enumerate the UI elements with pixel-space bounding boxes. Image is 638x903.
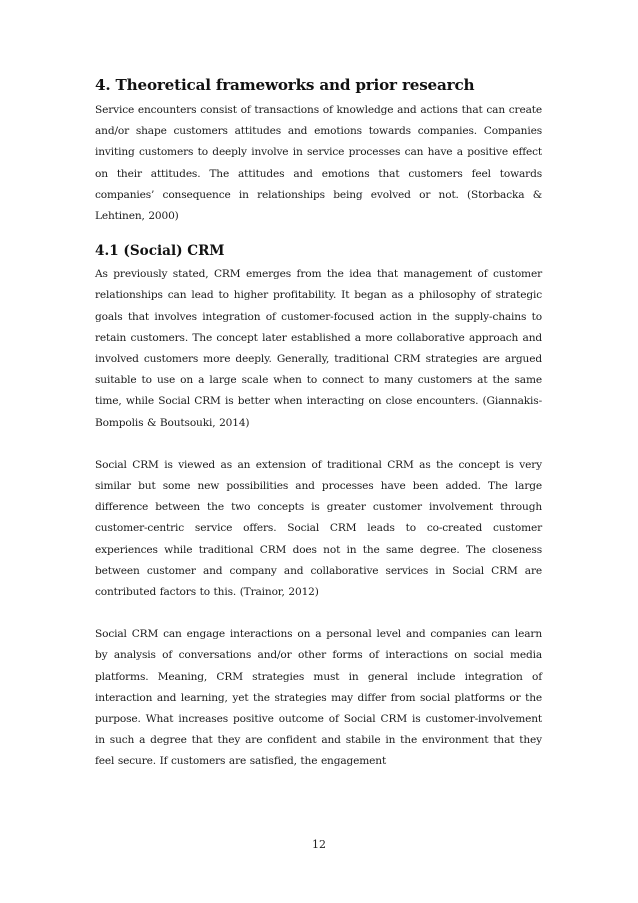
document-page	[95, 74, 542, 773]
section-heading: 4. Theoretical frameworks and prior research	[95, 76, 475, 94]
intro-paragraph: Service encounters consist of transactions of knowledge and actions that can create and/or shape customers attitudes and emotions towards companies. Companies inviting customers to deeply involve in service processes can have a positive effect on their attitudes. The attitudes and emotions that customers feel towards companies’ consequence in relationships being evolved or not. (Storbacka & Lehtinen, 2000)	[95, 104, 542, 223]
body-paragraph-3: Social CRM can engage interactions on a personal level and companies can learn by analysis of conversations and/or other forms of interactions on social media platforms. Meaning, CRM strategies must in general include integration of interaction and learning, yet the strategies may differ from social platforms or the purpose. What increases positive outcome of Social CRM is customer-involvement in such a degree that they are confident and stabile in the environment that they feel secure. If customers are satisfied, the engagement	[95, 628, 542, 768]
body-paragraph-2: Social CRM is viewed as an extension of traditional CRM as the concept is very similar but some new possibilities and processes have been added. The large difference between the two concepts is greater customer involvement through customer-centric service offers. Social CRM leads to co-created customer experiences while traditional CRM does not in the same degree. The closeness between customer and company and collaborative services in Social CRM are contributed factors to this. (Trainor, 2012)	[95, 458, 542, 599]
page-number: 12	[312, 838, 326, 851]
subsection-heading: 4.1 (Social) CRM	[95, 243, 225, 260]
body-paragraph-1: As previously stated, CRM emerges from the idea that management of customer relationships can lead to higher profitability. It began as a philosophy of strategic goals that involves integration of customer-focused action in the supply-chains to retain customers. The concept later established a more collaborative approach and involved customers more deeply. Generally, traditional CRM strategies are argued suitable to use on a large scale when to connect to many customers at the same time, while Social CRM is better when interacting on close encounters. (Giannakis-Bompolis & Boutsouki, 2014)	[95, 268, 542, 429]
